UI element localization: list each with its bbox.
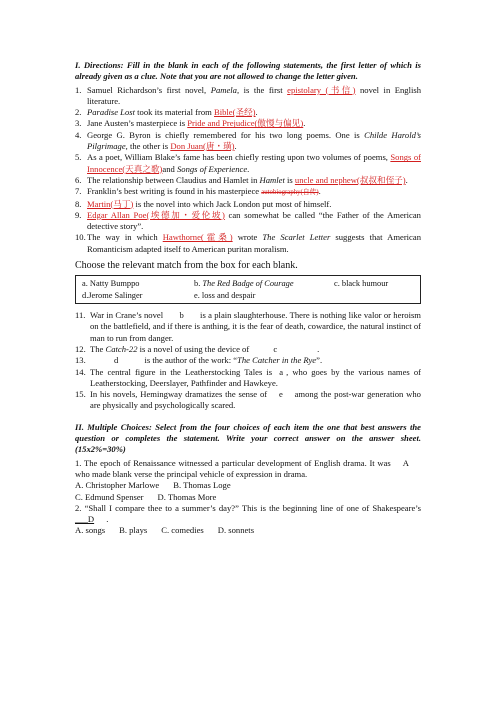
question-7: 7. Franklin’s best writing is found in his masterpiece autobiography(自传).	[75, 186, 321, 197]
question-8: 8. Martin(马丁) is the novel into which Jack London put most of himself.	[75, 198, 332, 209]
mc-options-2	[75, 525, 421, 536]
answer-6: uncle and nephew(叔叔和侄子)	[294, 174, 406, 185]
answer-9: Edgar Allan Poe(埃德加・爱伦坡)	[87, 209, 225, 220]
mc1-option-c: C. Edmund Spenser	[75, 491, 144, 502]
question-13: 13. d is the author of the work: “The Catcher in the Rye”.	[75, 355, 323, 366]
mc-options-1a	[75, 480, 421, 491]
question-5: 5. As a poet, William Blake’s fame has been chiefly resting upon two volumes of poems, Songs of Innocence(天真之歌)and Songs of Experience.	[75, 152, 421, 174]
answer-3: Pride and Prejudice(傲慢与偏见)	[187, 118, 304, 129]
question-10: 10. The way in which Hawthorne(霍桑) wrote The Scarlet Letter suggests that American Romanticism adapted itself to American puritan moralism.	[75, 232, 421, 254]
letter-15: e	[278, 389, 283, 400]
choice-e: e. loss and despair	[194, 290, 256, 300]
letter-12: c	[273, 343, 278, 354]
answer-4: Don Juan(唐・璜)	[170, 141, 235, 152]
mc-options-1b	[75, 492, 421, 503]
question-1: 1. Samuel Richardson’s first novel, Pamela, is the first epistolary (书信) novel in English literature.	[75, 84, 421, 106]
part1-directions: I. Directions: Fill in the blank in each of the following statements, the first letter of which is already given as a clue. Note that you are not allowed to change the letter given.	[75, 60, 421, 82]
mc1-option-b: B. Thomas Loge	[173, 480, 231, 491]
question-15: 15. In his novels, Hemingway dramatizes the sense of e among the post-war generation who are physically and psychologically scared.	[75, 389, 421, 411]
mc1-option-d: D. Thomas More	[157, 491, 217, 502]
answer-7: autobiography(自传)	[261, 189, 319, 197]
part2-directions: II. Multiple Choices: Select from the four choices of each item the one that best answers the question or completes the statement. Write your correct answer on the answer sheet. (15x2%=30%)	[75, 421, 421, 455]
answer-8: Martin(马丁)	[87, 198, 134, 209]
answer-5: Songs of Innocence(天真之歌)	[87, 152, 421, 174]
choice-a: a. Natty Bumppo	[82, 279, 140, 289]
choice-b: b. The Red Badge of Courage	[194, 279, 294, 289]
mc-question-2: 2. “Shall I compare thee to a summer’s day?” This is the beginning line of one of Shakespeare’s ___D .	[75, 502, 421, 525]
document-content	[75, 60, 421, 537]
question-12: 12. The Catch-22 is a novel of using the device of c .	[75, 343, 320, 354]
choice-box	[75, 275, 421, 304]
question-11: 11. War in Crane’s novel b is a plain slaughterhouse. There is nothing like valor or heroism on the battlefield, and if there is anthing, it is the fear of death, cowardice, the natural instinct of man to run from danger.	[75, 310, 421, 343]
mc-answer-2: ___D	[75, 514, 95, 525]
mc2-option-a: A. songs	[75, 525, 106, 536]
question-3: 3. Jane Austen’s masterpiece is Pride and Prejudice(傲慢与偏见).	[75, 118, 306, 129]
mc-question-1: 1. The epoch of Renaissance witnessed a particular development of English drama. It was A who made blank verse the principal vehicle of expression in drama.	[75, 458, 421, 481]
answer-2: Bible(圣经)	[214, 107, 256, 118]
letter-13: d	[114, 355, 119, 366]
letter-11: b	[179, 310, 184, 321]
choice-d: d.Jerome Salinger	[82, 290, 143, 300]
choose-heading: Choose the relevant match from the box for each blank.	[75, 260, 298, 272]
question-2: 2. Paradise Lost took its material from Bible(圣经).	[75, 107, 258, 118]
mc1-option-a: A. Christopher Marlowe	[75, 480, 160, 491]
answer-10: Hawthorne(霍桑)	[162, 232, 233, 243]
question-4: 4. George G. Byron is chiefly remembered for his two long poems. One is Childe Harold’s Pilgrimage, the other is Don Juan(唐・璜).	[75, 129, 421, 152]
question-6: 6. The relationship between Claudius and Hamlet in Hamlet is uncle and nephew(叔叔和侄子).	[75, 174, 408, 185]
mc2-option-d: D. sonnets	[217, 525, 255, 536]
mc-answer-1: A	[402, 457, 409, 468]
mc2-option-c: C. comedies	[161, 525, 204, 536]
answer-1: epistolary (书信)	[287, 84, 356, 95]
question-14: 14. The central figure in the Leatherstocking Tales is a , who goes by the various names of Leatherstocking, Deerslayer, Pathfinder and Hawkeye.	[75, 366, 422, 388]
letter-14: a	[279, 366, 284, 377]
mc2-option-b: B. plays	[119, 525, 148, 536]
choice-c: c. black humour	[334, 279, 389, 289]
question-9: 9. Edgar Allan Poe(埃德加・爱伦坡) can somewhat be called “the Father of the American detective story”.	[75, 209, 421, 232]
